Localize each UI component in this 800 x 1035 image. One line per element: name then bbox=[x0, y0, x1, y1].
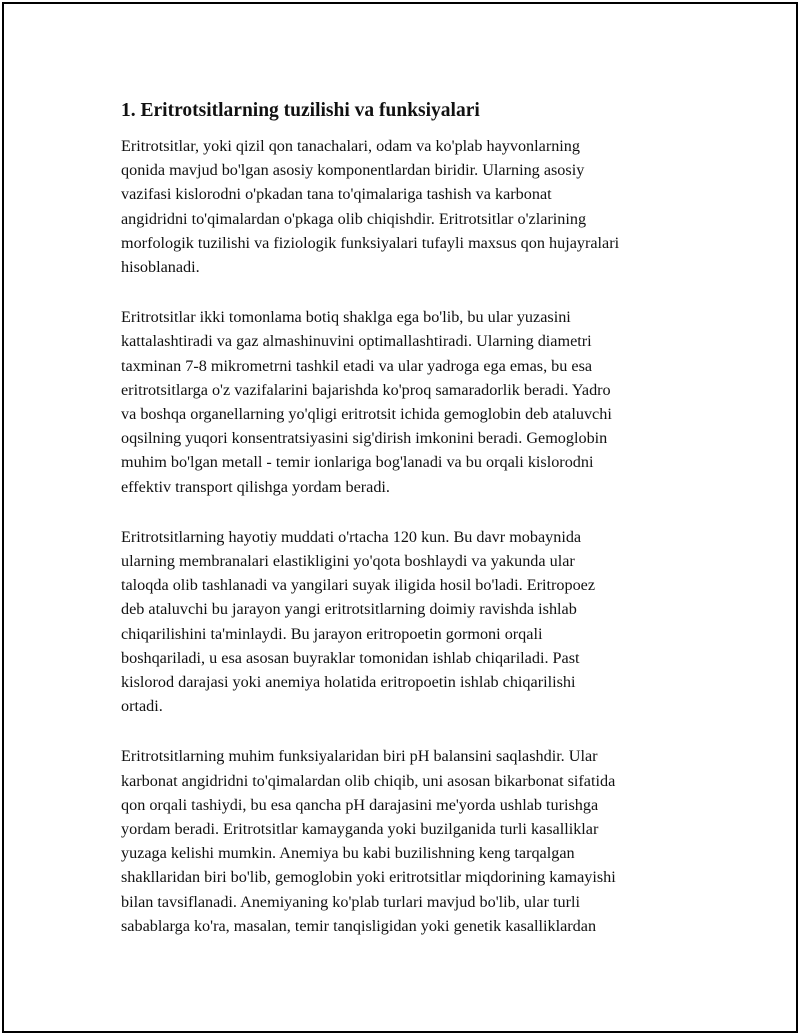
paragraph-line: kislorod darajasi yoki anemiya holatida eritropoetin ishlab chiqarilishi bbox=[121, 673, 576, 692]
paragraph-3 bbox=[121, 525, 701, 719]
paragraph-line: karbonat angidridni to'qimalardan olib chiqib, uni asosan bikarbonat sifatida bbox=[121, 771, 616, 790]
paragraph-line: taloqda olib tashlanadi va yangilari suyak iligida hosil bo'ladi. Eritropoez bbox=[121, 576, 596, 595]
paragraph-line: Eritrotsitlar ikki tomonlama botiq shaklga ega bo'lib, bu ular yuzasini bbox=[121, 308, 571, 327]
paragraph-line: ortadi. bbox=[121, 697, 163, 716]
paragraph-line: taxminan 7-8 mikrometrni tashkil etadi va ular yadroga ega emas, bu esa bbox=[121, 356, 593, 375]
paragraph-1 bbox=[121, 134, 701, 279]
page-frame bbox=[2, 2, 798, 1033]
paragraph-line: effektiv transport qilishga yordam beradi. bbox=[121, 477, 390, 496]
paragraph-line: ularning membranalari elastikligini yo'qota boshlaydi va yakunda ular bbox=[121, 552, 575, 571]
document-body bbox=[121, 97, 701, 964]
paragraph-line: boshqariladi, u esa asosan buyraklar tomonidan ishlab chiqariladi. Past bbox=[121, 648, 580, 667]
paragraph-line: sabablarga ko'ra, masalan, temir tanqisligidan yoki genetik kasalliklardan bbox=[121, 916, 597, 935]
paragraph-line: muhim bo'lgan metall - temir ionlariga bog'lanadi va bu orqali kislorodni bbox=[121, 453, 594, 472]
paragraph-line: morfologik tuzilishi va fiziologik funksiyalari tufayli maxsus qon hujayralari bbox=[121, 233, 620, 252]
paragraph-line: Eritrotsitlarning muhim funksiyalaridan biri pH balansini saqlashdir. Ular bbox=[121, 747, 598, 766]
paragraph-line: angidridni to'qimalardan o'pkaga olib chiqishdir. Eritrotsitlar o'zlarining bbox=[121, 209, 587, 228]
paragraph-line: chiqarilishini ta'minlaydi. Bu jarayon eritropoetin gormoni orqali bbox=[121, 624, 543, 643]
paragraph-line: va boshqa organellarning yo'qligi eritrotsit ichida gemoglobin deb ataluvchi bbox=[121, 405, 612, 424]
paragraph-line: oqsilning yuqori konsentratsiyasini sig'dirish imkonini beradi. Gemoglobin bbox=[121, 429, 608, 448]
paragraph-4 bbox=[121, 744, 701, 938]
paragraph-line: vazifasi kislorodni o'pkadan tana to'qimalariga tashish va karbonat bbox=[121, 185, 552, 204]
paragraph-line: bilan tavsiflanadi. Anemiyaning ko'plab turlari mavjud bo'lib, ular turli bbox=[121, 892, 580, 911]
paragraph-line: qon orqali tashiydi, bu esa qancha pH darajasini me'yorda ushlab turishga bbox=[121, 795, 599, 814]
paragraph-line: yordam beradi. Eritrotsitlar kamayganda yoki buzilganida turli kasalliklar bbox=[121, 820, 599, 839]
paragraph-line: qonida mavjud bo'lgan asosiy komponentlardan biridir. Ularning asosiy bbox=[121, 161, 585, 180]
paragraph-line: hisoblanadi. bbox=[121, 258, 200, 277]
paragraph-line: shakllaridan biri bo'lib, gemoglobin yoki eritrotsitlar miqdorining kamayishi bbox=[121, 868, 616, 887]
paragraph-line: kattalashtiradi va gaz almashinuvini optimallashtiradi. Ularning diametri bbox=[121, 332, 592, 351]
paragraph-line: yuzaga kelishi mumkin. Anemiya bu kabi buzilishning keng tarqalgan bbox=[121, 844, 575, 863]
paragraph-line: Eritrotsitlarning hayotiy muddati o'rtacha 120 kun. Bu davr mobaynida bbox=[121, 527, 582, 546]
paragraph-line: Eritrotsitlar, yoki qizil qon tanachalari, odam va ko'plab hayvonlarning bbox=[121, 137, 580, 155]
section-heading: 1. Eritrotsitlarning tuzilishi va funksiyalari bbox=[121, 100, 480, 121]
paragraph-line: eritrotsitlarga o'z vazifalarini bajarishda ko'proq samaradorlik beradi. Yadro bbox=[121, 380, 611, 399]
paragraph-line: deb ataluvchi bu jarayon yangi eritrotsitlarning doimiy ravishda ishlab bbox=[121, 600, 577, 619]
paragraph-2 bbox=[121, 305, 701, 499]
